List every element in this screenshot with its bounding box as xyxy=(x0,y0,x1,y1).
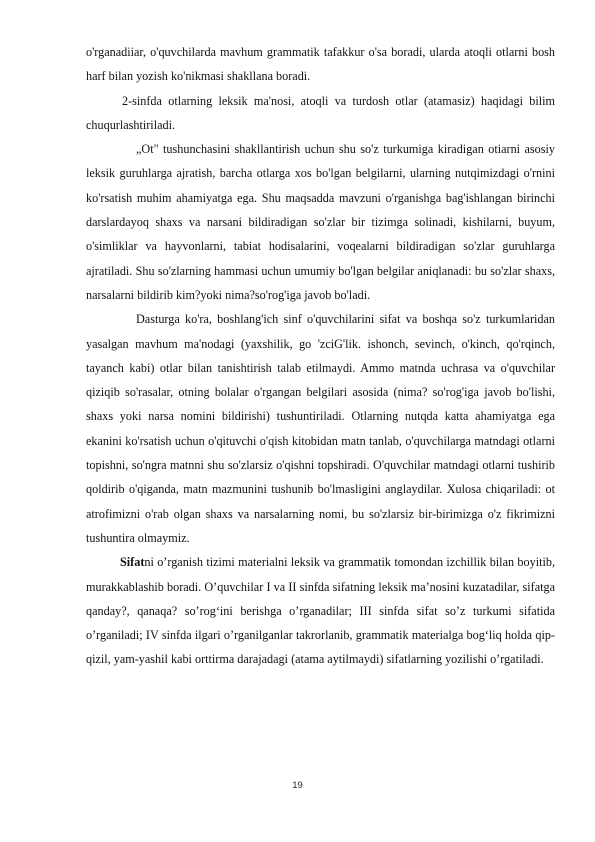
paragraph-3: „Ot" tushunchasini shakllantirish uchun shu so'z turkumiga kiradigan otiarni asosiy leksik guruhlarga ajratish, barcha otlarga xos bo'lgan belgilarni, ularning nutqimizdagi o'rnini ko'rsatish muhim ahamiyatga ega. Shu maqsadda mavzuni o'rganishga bag'ishlangan birinchi darslardayoq shaxs va narsani bildiradigan so'zlar bir tizimga solinadi, kishilarni, buyum, o'simliklar va hayvonlarni, tabiat hodisalarini, voqealarni bildiradigan so'zlar guruhlarga ajratiladi. Shu so'zlarning hammasi uchun umumiy bo'lgan belgilar aniqlanadi: bu so'zlar shaxs, narsalarni bildirib kim?yoki nima?so'rog'iga javob bo'ladi. xyxy=(86,142,555,302)
paragraph-2: 2-sinfda otlarning leksik ma'nosi, atoqli va turdosh otlar (atamasiz) haqidagi bilim chuqurlashtiriladi. xyxy=(86,93,555,132)
document-page xyxy=(86,40,555,672)
paragraph-5-text: ni o’rganish tizimi materialni leksik va grammatik tomondan izchillik bilan boyitib, murakkablashib boradi. O’quvchilar I va II sinfda sifatning leksik ma’nosini kuzatadilar, sifatga qanday?, qanaqa? so’rog‘ini berishga o’rganadilar; III sinfda sifat so’z turkumi sifatida o’rganiladi; IV sinfda ilgari o’rganilganlar takrorlanib, grammatik materialga bog‘liq holda qip-qizil, yam-yashil kabi orttirma darajadagi (atama aytilmaydi) sifatlarning yozilishi o’rgatiladi. xyxy=(86,555,555,667)
paragraph-4: Dasturga ko'ra, boshlang'ich sinf o'quvchilarini sifat va boshqa so'z turkumlaridan yasalgan mavhum ma'nodagi (yaxshilik, go 'zciG'lik. ishonch, sevinch, o'kinch, qo'rqinch, tayanch kabi) otlar bilan tanishtirish talab etilmaydi. Ammo matnda uchrasa va o'quvchilar qiziqib so'rasalar, otning bolalar o'rgangan belgilari asosida (nima? so'rog'iga javob bo'lishi, shaxs yoki narsa nomini bildirishi) tushuntiriladi. Otlarning nutqda katta ahamiyatga ega ekanini ko'rsatish uchun o'qituvchi o'qish kitobidan matn tanlab, o'quvchilarga matndagi otlarni topishni, so'ngra matnni shu so'zlarsiz o'qishni topshiradi. O'quvchilar matndagi otlarni tushirib qoldirib o'qiganda, matn mazmunini tushunib bo'lmasligini anglaydilar. Xulosa chiqariladi: ot atrofimizni o'rab olgan shaxs va narsalarning nomi, bu so'zlarsiz bir-birimizga o'z fikrimizni tushuntira olmaymiz. xyxy=(86,312,555,545)
term-sifat: Sifat xyxy=(120,555,145,570)
paragraph-5 xyxy=(86,550,555,671)
page-number: 19 xyxy=(292,780,303,791)
paragraph-1: o'rganadiiar, o'quvchilarda mavhum grammatik tafakkur o'sa boradi, ularda atoqli otlarni bosh harf bilan yozish ko'nikmasi shakllana boradi. xyxy=(86,45,555,84)
